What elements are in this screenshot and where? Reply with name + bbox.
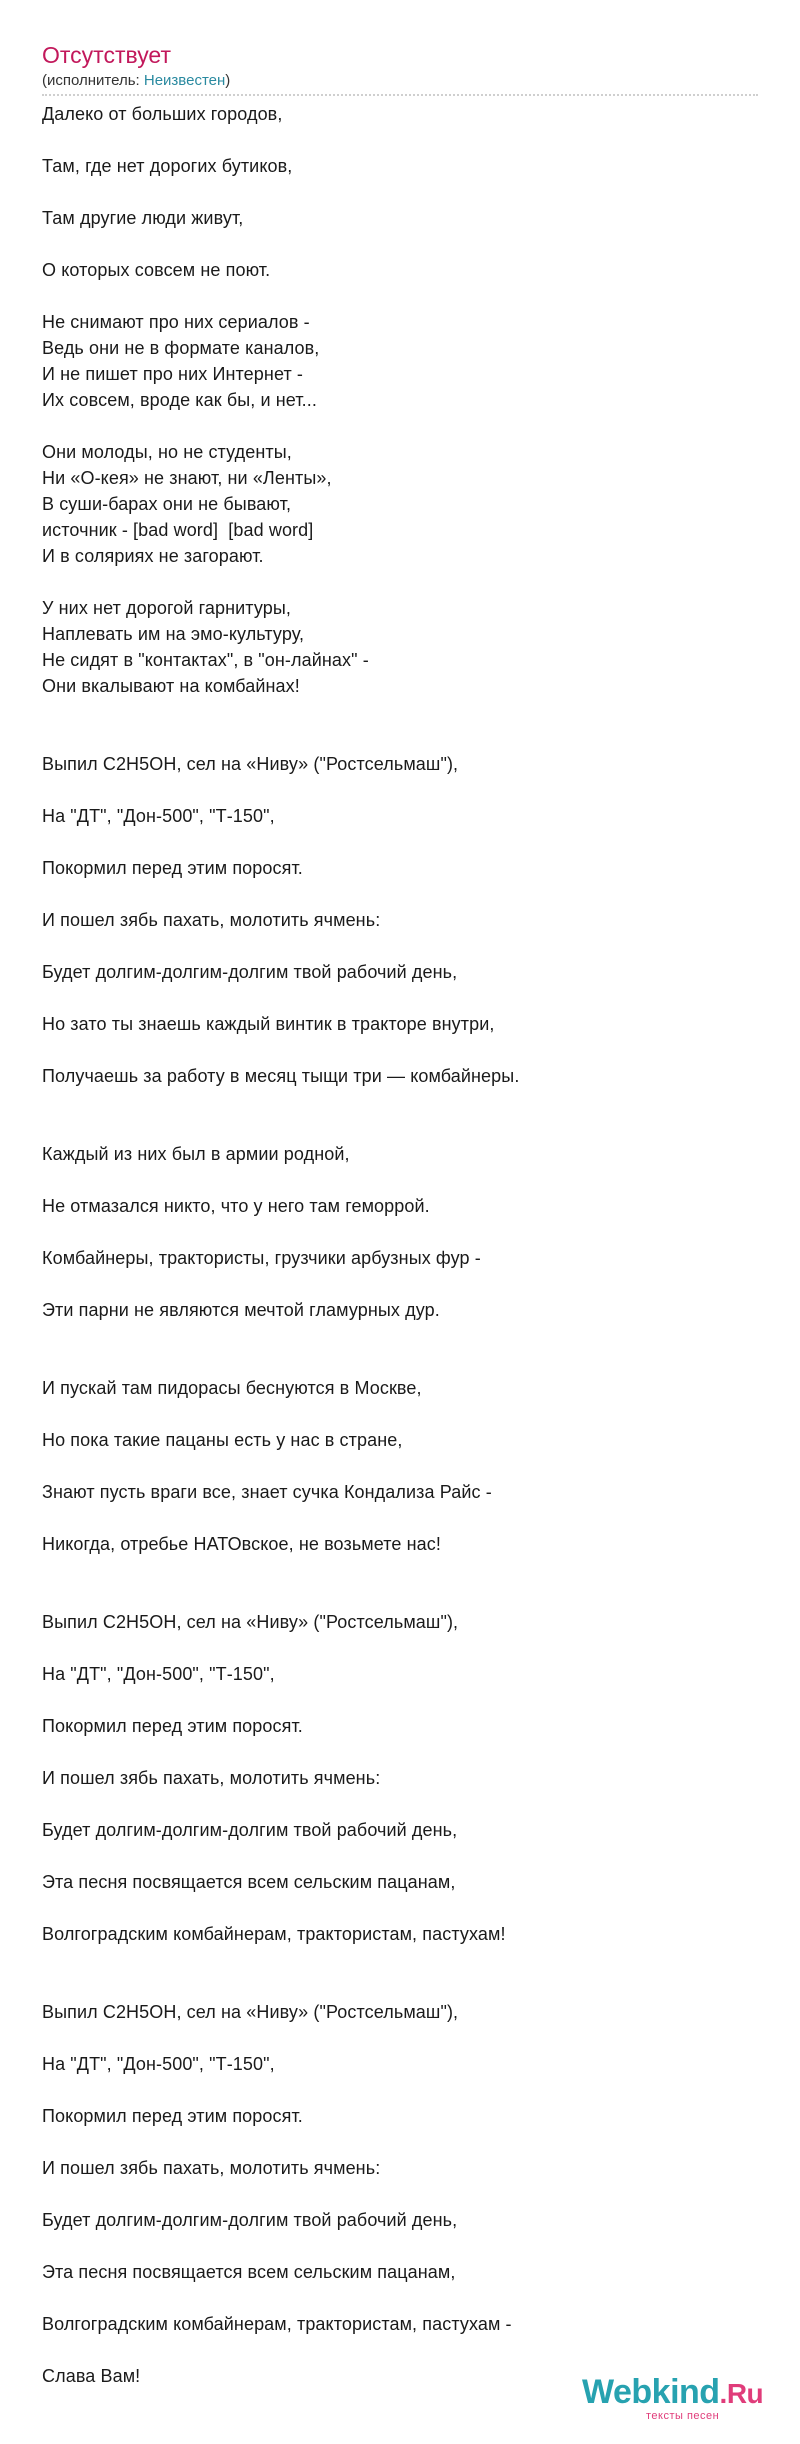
lyric-line: И пошел зябь пахать, молотить ячмень: bbox=[42, 2158, 381, 2178]
artist-prefix: (исполнитель: bbox=[42, 72, 144, 89]
artist-link[interactable]: Неизвестен bbox=[143, 72, 226, 89]
header-divider bbox=[42, 94, 758, 96]
logo-name: Webkind bbox=[582, 2373, 720, 2411]
artist-suffix: ) bbox=[225, 72, 231, 89]
lyric-line: Будет долгим-долгим-долгим твой рабочий день, bbox=[42, 1820, 458, 1840]
artist-line bbox=[42, 70, 758, 92]
lyric-line: Эта песня посвящается всем сельским пацанам, bbox=[42, 1872, 456, 1892]
lyric-line: И пошел зябь пахать, молотить ячмень: bbox=[42, 910, 381, 930]
lyric-line: источник - [bad word] [bad word] bbox=[42, 520, 314, 540]
lyric-line: Знают пусть враги все, знает сучка Кондализа Райс - bbox=[42, 1482, 492, 1502]
lyric-line: Покормил перед этим поросят. bbox=[42, 2106, 303, 2126]
song-header bbox=[42, 40, 758, 92]
song-title: Отсутствует bbox=[42, 42, 171, 68]
lyric-line: О которых совсем не поют. bbox=[42, 260, 271, 280]
lyric-line: Каждый из них был в армии родной, bbox=[42, 1144, 350, 1164]
lyric-line: Но пока такие пацаны есть у нас в стране, bbox=[42, 1430, 403, 1450]
lyric-line: На "ДТ", "Дон-500", "Т-150", bbox=[42, 806, 275, 826]
lyric-line: Выпил С2Н5ОН, сел на «Ниву» ("Ростсельмаш"), bbox=[42, 2002, 459, 2022]
lyric-line: Выпил С2Н5ОН, сел на «Ниву» ("Ростсельмаш"), bbox=[42, 754, 459, 774]
logo-tagline: тексты песен bbox=[646, 2410, 720, 2422]
logo-tld: .Ru bbox=[719, 2378, 764, 2409]
lyric-line: Их совсем, вроде как бы, и нет... bbox=[42, 390, 317, 410]
logo-wordmark bbox=[582, 2372, 763, 2414]
lyric-line: И в соляриях не загорают. bbox=[42, 546, 264, 566]
lyric-line: На "ДТ", "Дон-500", "Т-150", bbox=[42, 2054, 275, 2074]
lyric-line: Но зато ты знаешь каждый винтик в тракторе внутри, bbox=[42, 1014, 495, 1034]
lyric-line: Ведь они не в формате каналов, bbox=[42, 338, 320, 358]
lyric-line: Не отмазался никто, что у него там геморрой. bbox=[42, 1196, 430, 1216]
lyric-line: Эти парни не являются мечтой гламурных дур. bbox=[42, 1300, 440, 1320]
lyric-line: Они вкалывают на комбайнах! bbox=[42, 676, 300, 696]
lyric-line: Волгоградским комбайнерам, трактористам, пастухам! bbox=[42, 1924, 506, 1944]
site-logo[interactable] bbox=[582, 2372, 772, 2422]
lyric-line: Там другие люди живут, bbox=[42, 208, 244, 228]
lyric-line: Никогда, отребье НАТОвское, не возьмете нас! bbox=[42, 1534, 441, 1554]
lyric-line: Слава Вам! bbox=[42, 2366, 141, 2386]
lyric-line: Не снимают про них сериалов - bbox=[42, 312, 310, 332]
lyric-line: Далеко от больших городов, bbox=[42, 104, 283, 124]
lyric-line: И пускай там пидорасы беснуются в Москве, bbox=[42, 1378, 422, 1398]
lyric-line: Волгоградским комбайнерам, трактористам, пастухам - bbox=[42, 2314, 512, 2334]
lyric-line: И не пишет про них Интернет - bbox=[42, 364, 303, 384]
lyric-line: Будет долгим-долгим-долгим твой рабочий день, bbox=[42, 2210, 458, 2230]
lyric-line: Получаешь за работу в месяц тыщи три — комбайнеры. bbox=[42, 1066, 520, 1086]
lyric-line: Покормил перед этим поросят. bbox=[42, 1716, 303, 1736]
lyric-line: Выпил С2Н5ОН, сел на «Ниву» ("Ростсельмаш"), bbox=[42, 1612, 459, 1632]
lyric-line: Покормил перед этим поросят. bbox=[42, 858, 303, 878]
lyric-line: Будет долгим-долгим-долгим твой рабочий день, bbox=[42, 962, 458, 982]
lyric-line: На "ДТ", "Дон-500", "Т-150", bbox=[42, 1664, 275, 1684]
lyric-line: Наплевать им на эмо-культуру, bbox=[42, 624, 305, 644]
lyric-line: Ни «О-кея» не знают, ни «Ленты», bbox=[42, 468, 332, 488]
lyric-line: Комбайнеры, трактористы, грузчики арбузных фур - bbox=[42, 1248, 481, 1268]
lyric-line: Там, где нет дорогих бутиков, bbox=[42, 156, 293, 176]
lyric-line: Они молоды, но не студенты, bbox=[42, 442, 292, 462]
lyric-line: Не сидят в "контактах", в "он-лайнах" - bbox=[42, 650, 369, 670]
lyric-line: У них нет дорогой гарнитуры, bbox=[42, 598, 291, 618]
lyric-line: В суши-барах они не бывают, bbox=[42, 494, 292, 514]
lyric-line: Эта песня посвящается всем сельским пацанам, bbox=[42, 2262, 456, 2282]
lyric-line: И пошел зябь пахать, молотить ячмень: bbox=[42, 1768, 381, 1788]
